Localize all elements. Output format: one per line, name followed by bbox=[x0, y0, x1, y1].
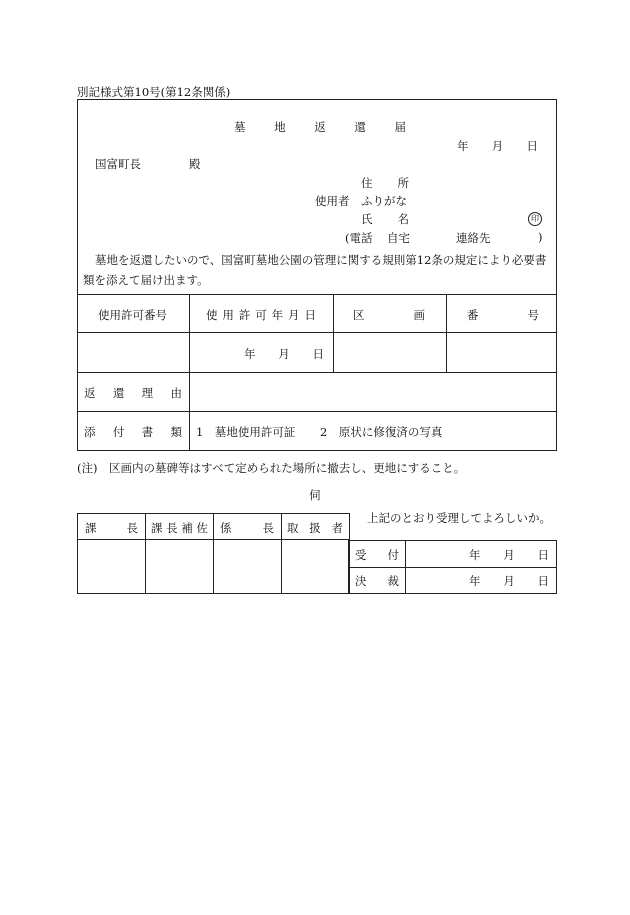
body-text-line1: 墓地を返還したいので、国富町墓地公園の管理に関する規則第12条の規定により必要書 bbox=[95, 253, 547, 267]
form-box bbox=[77, 99, 557, 451]
permit-date-header: 使 用 許 可 年 月 日 bbox=[206, 308, 316, 322]
permit-number-header: 使用許可番号 bbox=[98, 308, 167, 322]
approval-header-section-chief: 課 長 bbox=[85, 521, 138, 535]
decision-label: 決 裁 bbox=[355, 574, 399, 588]
table-top-line bbox=[78, 294, 556, 295]
number-header: 番 号 bbox=[467, 308, 539, 322]
form-number: 別記様式第10号(第12条関係) bbox=[77, 85, 231, 99]
address-label: 住 所 bbox=[361, 176, 409, 190]
title-char: 返 bbox=[314, 120, 326, 134]
receipt-table bbox=[348, 540, 557, 594]
table-col-line bbox=[446, 294, 447, 372]
form-title bbox=[234, 119, 406, 135]
inquiry-label: 伺 bbox=[309, 488, 321, 502]
title-char: 墓 bbox=[234, 120, 246, 134]
attachment-item-2: 2 原状に修復済の写真 bbox=[320, 425, 443, 439]
addressee-name: 国富町長 bbox=[95, 157, 141, 171]
submission-date bbox=[457, 138, 538, 154]
attachments-label: 添 付 書 類 bbox=[84, 425, 182, 439]
phone-home-label: 自宅 bbox=[387, 231, 410, 245]
table-line bbox=[78, 411, 556, 412]
title-char: 地 bbox=[274, 120, 286, 134]
approval-stamp-table bbox=[77, 513, 350, 594]
approval-message: 上記のとおり受理してよろしいか。 bbox=[367, 511, 551, 525]
decision-date: 年 月 日 bbox=[469, 574, 549, 588]
body-text-line2: 類を添えて届け出ます。 bbox=[83, 273, 209, 287]
attachment-item-1: 1 墓地使用許可証 bbox=[196, 425, 296, 439]
table-col-line bbox=[189, 294, 190, 450]
approval-header-deputy-chief: 課 長 補 佐 bbox=[151, 521, 208, 535]
receipt-date: 年 月 日 bbox=[469, 548, 549, 562]
section-header: 区 画 bbox=[353, 308, 425, 322]
note-text: (注) 区画内の墓碑等はすべて定められた場所に撤去し、更地にすること。 bbox=[77, 461, 466, 475]
receipt-label: 受 付 bbox=[355, 548, 399, 562]
addressee-honorific: 殿 bbox=[189, 157, 201, 171]
table-line bbox=[78, 332, 556, 333]
name-label: 氏 名 bbox=[361, 212, 409, 226]
furigana-label: ふりがな bbox=[361, 194, 407, 208]
approval-header-subsection-chief: 係 長 bbox=[220, 521, 274, 535]
day-label: 日 bbox=[526, 139, 538, 153]
year-label: 年 bbox=[457, 139, 469, 153]
table-col-line bbox=[333, 294, 334, 372]
table-line bbox=[78, 372, 556, 373]
approval-header-handler: 取 扱 者 bbox=[287, 521, 343, 535]
title-char: 届 bbox=[394, 120, 406, 134]
month-label: 月 bbox=[491, 139, 504, 153]
phone-close: ) bbox=[538, 230, 543, 244]
phone-open: (電話 bbox=[345, 231, 373, 245]
return-reason-label: 返 還 理 由 bbox=[84, 386, 182, 400]
permit-date-value: 年 月 日 bbox=[244, 347, 324, 361]
user-role-label: 使用者 bbox=[315, 194, 350, 208]
seal-mark: 印 bbox=[528, 212, 542, 226]
title-char: 還 bbox=[354, 120, 366, 134]
phone-contact-label: 連絡先 bbox=[456, 231, 491, 245]
